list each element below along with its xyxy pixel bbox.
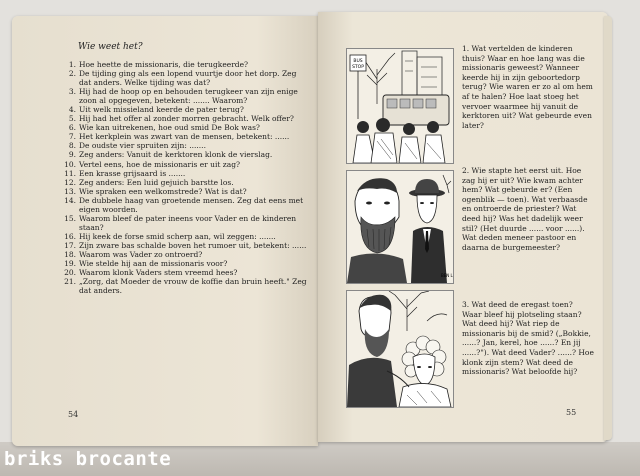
question-item	[62, 259, 310, 268]
question-number: 5.	[68, 114, 76, 124]
page-stack-edge	[604, 16, 612, 440]
question-number: 1.	[68, 60, 76, 69]
question-text: De dubbele haag van groetende mensen. Zeg dat eens met eigen woorden.	[79, 195, 304, 214]
question-item	[62, 250, 310, 259]
question-number: 17.	[64, 240, 76, 250]
question-item	[62, 87, 310, 105]
question-text: Waarom bleef de pater ineens voor Vader en de kinderen staan?	[79, 213, 297, 232]
question-text: Uit welk missieland keerde de pater terug?	[79, 105, 244, 115]
artist-signature: BEN L	[441, 273, 453, 278]
reunion-drawing	[347, 291, 453, 407]
question-number: 6.	[68, 123, 76, 133]
question-text: „Zorg, dat Moeder de vrouw de koffie dan bruin heeft." Zeg dat anders.	[79, 277, 307, 296]
text-block-1: 1. Wat vertelden de kinderen thuis? Waar en hoe lang was die missionaris geweest? Wanneer keerde hij in zijn geboortedorp terug? Wie waren er zo al om hem af te halen? Hoe laat stoeg het vervoer waarmee hij vanuit de kerktoren uit? Wat gebeurde even later?	[462, 44, 593, 130]
question-number: 8.	[68, 141, 76, 151]
question-text: Wie stelde hij aan de missionaris voor?	[79, 259, 228, 269]
question-item	[62, 169, 310, 178]
question-item	[62, 105, 310, 114]
question-item	[62, 123, 310, 132]
question-number: 9.	[68, 150, 76, 160]
question-item	[62, 277, 310, 295]
question-item	[62, 132, 310, 141]
question-item	[62, 241, 310, 250]
question-text: Hoe heette de missionaris, die terugkeerde?	[79, 60, 249, 69]
question-item	[62, 150, 310, 159]
question-number: 7.	[68, 132, 76, 142]
question-item	[62, 160, 310, 169]
question-item	[62, 60, 310, 69]
question-text: Zeg anders: Een luid gejuich barstte los.	[79, 177, 234, 187]
question-text: Hij keek de forse smid scherp aan, wil zeggen: .......	[79, 231, 276, 241]
bus-sign-text: BUS	[353, 59, 363, 64]
question-item	[62, 214, 310, 232]
question-text: De oudste vier spruiten zijn: .......	[79, 141, 206, 151]
svg-text:STOP: STOP	[352, 65, 364, 70]
question-item	[62, 178, 310, 187]
question-number: 21.	[64, 277, 76, 287]
question-number: 16.	[64, 231, 76, 241]
question-text: Een krasse grijsaard is .......	[79, 168, 186, 178]
question-text: Wie kan uitrekenen, hoe oud smid De Bok was?	[79, 123, 260, 133]
question-number: 14.	[64, 195, 76, 205]
question-text: Hij had de hoop op en behouden terugkeer van zijn enige zoon al opgegeven, betekent: ....... Waarom?	[79, 87, 298, 106]
question-text: Zijn zware bas schalde boven het rumoer uit, betekent: ......	[79, 240, 307, 250]
question-list	[62, 60, 310, 295]
question-text: Vertel eens, hoe de missionaris er uit zag?	[79, 159, 241, 169]
question-item	[62, 69, 310, 87]
page-heading: Wie weet het?	[78, 42, 143, 52]
question-number: 11.	[64, 168, 76, 178]
question-item	[62, 114, 310, 123]
question-text: Hij had het offer al zonder morren gebracht. Welk offer?	[79, 114, 294, 124]
question-item	[62, 196, 310, 214]
question-number: 18.	[64, 249, 76, 259]
bus-stop-drawing	[347, 49, 453, 163]
question-item	[62, 268, 310, 277]
question-number: 13.	[64, 186, 76, 196]
question-number: 2.	[68, 69, 76, 79]
watermark-text: briks brocante	[4, 448, 172, 470]
question-item	[62, 232, 310, 241]
question-number: 15.	[64, 213, 76, 223]
illustration-bus-stop	[346, 48, 454, 164]
question-text: De tijding ging als een lopend vuurtje door het dorp. Zeg dat anders. Welke tijding was dat?	[79, 69, 297, 88]
illustration-missionary	[346, 170, 454, 284]
question-text: Zeg anders: Vanuit de kerktoren klonk de vierslag.	[79, 150, 273, 160]
question-text: Wie spraken een welkomstrede? Wat is dat?	[79, 186, 247, 196]
page-number-left: 54	[68, 410, 79, 419]
missionary-drawing	[347, 171, 453, 283]
question-text: Waarom was Vader zo ontroerd?	[79, 249, 203, 259]
question-text: Het kerkplein was zwart van de mensen, betekent: ......	[79, 132, 290, 142]
question-item	[62, 141, 310, 150]
question-number: 3.	[68, 87, 76, 97]
text-block-2: 2. Wie stapte het eerst uit. Hoe zag hij er uit? Wie kwam achter hem? Wat gebeurde er? (Een ogenblik — toen). Wat verbaasde en ontroerde de priester? Wat deed hij? Was het dadelijk weer stil? (Het duurde ...... voor ......). Wat deden meneer pastoor en daarna de burgemeester?	[462, 166, 588, 252]
question-number: 4.	[68, 105, 76, 115]
question-number: 20.	[64, 268, 76, 278]
illustration-reunion	[346, 290, 454, 408]
question-number: 19.	[64, 259, 76, 269]
question-number: 10.	[64, 159, 76, 169]
question-item	[62, 187, 310, 196]
page-number-right: 55	[566, 408, 577, 417]
question-text: Waarom klonk Vaders stem vreemd hees?	[79, 268, 238, 278]
text-block-3: 3. Wat deed de eregast toen? Waar bleef hij plotseling staan? Wat deed hij? Wat riep de missionaris bij de smid? („Bokkie, ......? Jan, kerel, hoe ......? En jij ......?"). Wat deed Vader? ......? Hoe klonk zijn stem? Wat deed de missionaris? Wat beloofde hij?	[462, 300, 594, 377]
question-number: 12.	[64, 177, 76, 187]
